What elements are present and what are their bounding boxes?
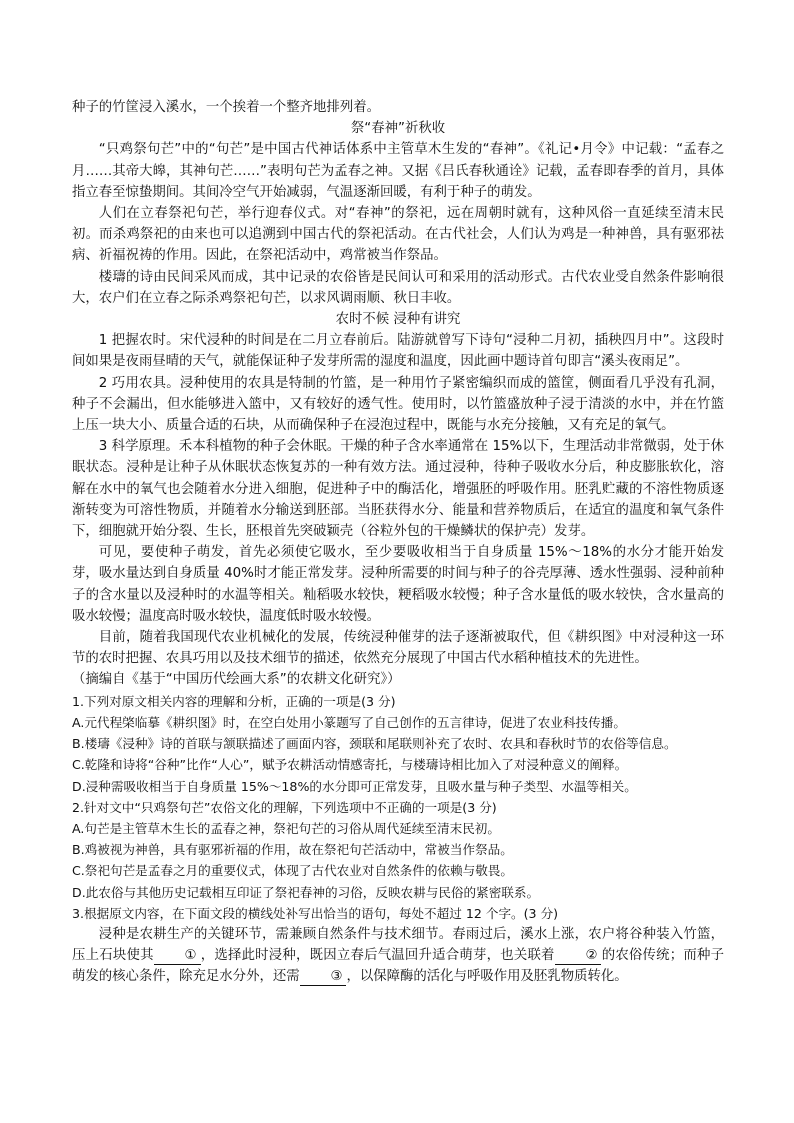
passage-paragraph: 3 科学原理。禾本科植物的种子会休眠。干燥的种子含水率通常在 15%以下，生理活动非常微弱，处于休眠状态。浸种是让种子从休眠状态恢复苏的一种有效方法。通过浸种，待种子吸收水分后，种皮膨胀软化，溶解在水中的氧气也会随着水分进入细胞，促进种子中的酶活化，增强胚的呼吸作用。胚乳贮藏的不溶性物质逐渐转变为可溶性物质，并随着水分输送到胚部。当胚获得水分、能量和营养物质后，在适宜的温度和氧气条件下，细胞就开始分裂、生长，胚根首先突破颖壳（谷粒外包的干燥鳞状的保护壳）发芽。	[72, 439, 724, 540]
question-stem: 3.根据原文内容，在下面文段的横线处补写出恰当的语句，每处不超过 12 个字。(3 分)	[72, 905, 559, 921]
option-b: B.鸡被视为神兽，具有驱邪祈福的作用，故在祭祀句芒活动中，常被当作祭品。	[72, 842, 513, 858]
option-b: B.楼璹《浸种》诗的首联与颔联描述了画面内容，颈联和尾联则补充了农时、农具和春秋时节的农俗等信息。	[72, 736, 677, 752]
option-d: D.浸种需吸收相当于自身质量 15%～18%的水分即可正常发芽，且吸水量与种子类型、水温等相关。	[72, 778, 637, 794]
option-d: D.此农俗与其他历史记载相互印证了祭祀春神的习俗，反映农耕与民俗的紧密联系。	[72, 884, 540, 900]
fill-in-paragraph	[72, 924, 724, 988]
fill-segment: ，以保障酶的活化与呼吸作用及胚乳物质转化。	[346, 969, 628, 985]
section-heading-seed-soaking: 农时不候 浸种有讲究	[335, 312, 461, 328]
option-c: C.祭祀句芒是孟春之月的重要仪式，体现了古代农业对自然条件的依赖与敬畏。	[72, 863, 513, 879]
passage-paragraph: 2 巧用农具。浸种使用的农具是特制的竹篮，是一种用竹子紧密编织而成的篮筐，侧面看几乎没有孔洞，种子不会漏出，但水能够进入篮中，又有较好的透气性。使用时，以竹篮盛放种子浸于清淡的水中，并在竹篮上压一块大小、质量合适的石块，从而确保种子在浸泡过程中，既能与水充分接触，又有充足的氧气。	[72, 375, 724, 434]
passage-paragraph: “只鸡祭句芒”中的“句芒”是中国古代神话体系中主管草木生发的“春神”。《礼记•月令》中记载：“孟春之月……其帝大皞，其神句芒……”表明句芒为孟春之神。又据《吕氏春秋通诠》记载，孟春即春季的首月，具体指立春至惊蛰期间。其间冷空气开始减弱，气温逐渐回暖，有利于种子的萌发。	[72, 142, 724, 200]
passage-paragraph: 可见，要使种子萌发，首先必须使它吸水，至少要吸收相当于自身质量 15%～18%的水分才能开始发芽，吸水量达到自身质量 40%时才能正常发芽。浸种所需要的时间与种子的谷壳厚薄、透水性强弱、浸种前种子的含水量以及浸种时的水温等相关。籼稻吸水较快，粳稻吸水较慢；种子含水量低的吸水较快，含水量高的吸水较慢；温度高时吸水较快，温度低时吸水较慢。	[72, 545, 724, 624]
passage-paragraph: 人们在立春祭祀句芒，举行迎春仪式。对“春神”的祭祀，远在周朝时就有，这种风俗一直延续至清末民初。而杀鸡祭祀的由来也可以追溯到中国古代的祭祀活动。在古代社会，人们认为鸡是一种神兽，具有驱邪祛病、祈福祝祷的作用。因此，在祭祀活动中，鸡常被当作祭品。	[72, 206, 724, 264]
passage-paragraph: 楼璹的诗由民间采风而成，其中记录的农俗皆是民间认可和采用的活动形式。古代农业受自然条件影响很大，农户们在立春之际杀鸡祭祀句芒，以求风调雨顺、秋日丰收。	[72, 269, 724, 306]
option-c: C.乾隆和诗将“谷种”比作“人心”，赋予农耕活动情感寄托，与楼璹诗相比加入了对浸种意义的阐释。	[72, 757, 628, 773]
answer-blank-1[interactable]: ①	[154, 947, 201, 965]
answer-blank-3[interactable]: ③	[300, 968, 347, 986]
question-3	[72, 903, 724, 988]
question-1	[72, 691, 724, 797]
question-stem: 1.下列对原文相关内容的理解和分析，正确的一项是(3 分)	[72, 693, 396, 709]
passage-paragraph: 1 把握农时。宋代浸种的时间是在二月立春前后。陆游就曾写下诗句“浸种二月初，插秧四月中”。这段时间如果是夜雨昼晴的天气，就能保证种子发芽所需的湿度和温度，因此画中题诗首句即言“溪头夜雨足”。	[72, 333, 724, 370]
option-a: A.元代程棨临摹《耕织图》时，在空白处用小篆题写了自己创作的五言律诗，促进了农业科技传播。	[72, 714, 626, 730]
option-a: A.句芒是主管草木生长的孟春之神，祭祀句芒的习俗从周代延续至清末民初。	[72, 820, 500, 836]
passage-paragraph: 种子的竹筐浸入溪水，一个挨着一个整齐地排列着。	[72, 100, 380, 115]
answer-blank-2[interactable]: ②	[555, 947, 602, 965]
source-note: （摘编自《基于“中国历代绘画大系”的农耕文化研究》）	[72, 672, 401, 688]
passage-paragraph: 目前，随着我国现代农业机械化的发展，传统浸种催芽的法子逐渐被取代，但《耕织图》中对浸种这一环节的农时把握、农具巧用以及技术细节的描述，依然充分展现了中国古代水稻种植技术的先进性。	[72, 630, 724, 667]
question-stem: 2.针对文中“只鸡祭句芒”农俗文化的理解，下列选项中不正确的一项是(3 分)	[72, 799, 497, 815]
fill-segment: 浸种是农耕生产的关键环节，需兼顾自然条件与技术细节。春雨过后，溪水上涨，农户将谷种装入竹篮，压上石块使其	[72, 926, 724, 964]
exam-page	[72, 97, 724, 988]
fill-segment: 的农俗传统；而种子萌发的核心条件，除充足水分外，还需	[72, 948, 725, 985]
fill-segment: ，选择此时浸种，既因立春后气温回升适合萌芽，也关联着	[200, 948, 555, 964]
question-2	[72, 797, 724, 903]
section-heading-spring-god: 祭“春神”祈秋收	[350, 121, 446, 137]
